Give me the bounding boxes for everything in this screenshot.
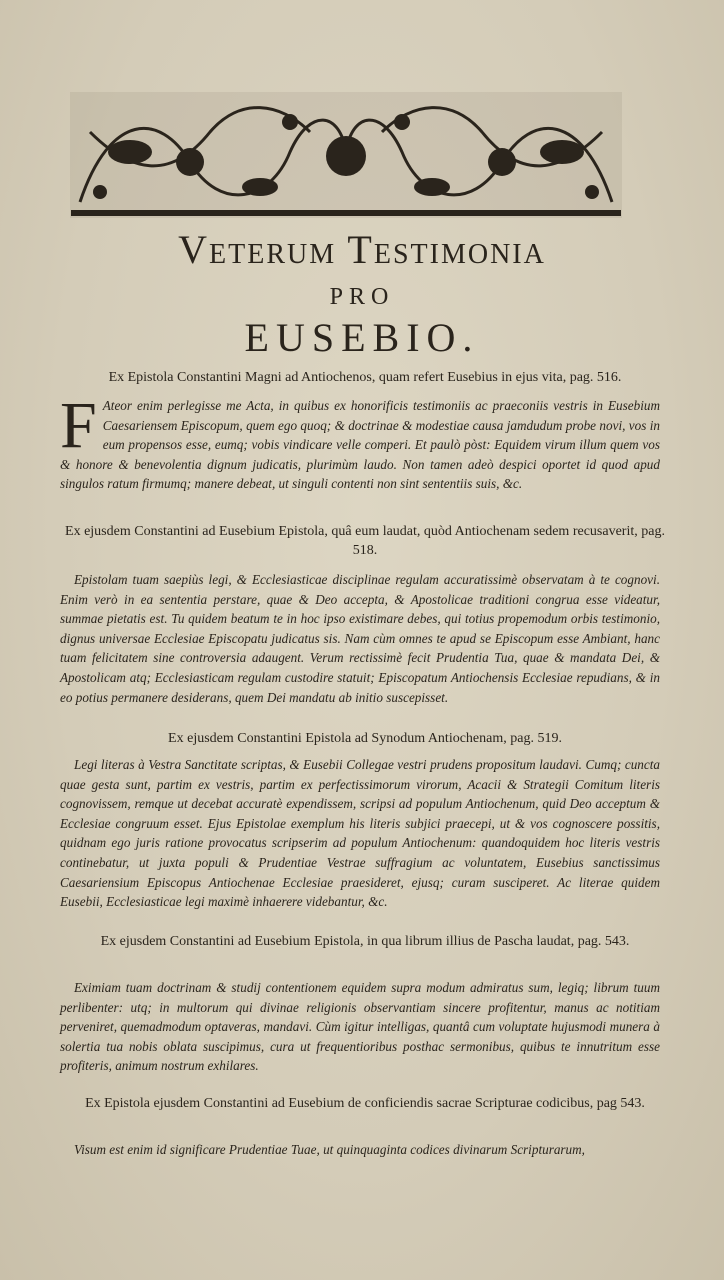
page-title: Veterum Testimonia bbox=[178, 227, 546, 272]
title-pro: PRO bbox=[329, 284, 395, 310]
section-4-text: Eximiam tuam doctrinam & studij contentionem equidem supra modum admiratus sum, legiq; librum tuum perlibenter: utq; in multorum qui divinae religionis observantiam sincere profitentur, manus ac notitiam perveniret, quemadmodum optaveras, mandavi. Cùm igitur intelligas, quantâ cum voluptate hujusmodi munera à solertia tua nobis oblata suscipimus, cura ut frequentioribus posthac sermonibus, quibus te innutritum esse profiteris, animum nostrum exhilares. bbox=[60, 980, 660, 1074]
section-1-body: Ateor enim perlegisse me Acta, in quibus ex honorificis testimoniis ac praeconiis vestris in Eusebium Caesariensem Episcopum, quem ego quoq; & doctrinae & modestiae causa jamdudum probe novi, vos in eum propensos esse, eumq; vobis vindicare velle comperi. Et paulò pòst: Equidem virum illum quem vos & honore & benevolentia dignum judicatis, plurimùm laudo. Non tamen adeò despici oportet id quod apud singulos ratum firmumq; manere debeat, ut singuli contenti non sint sententiis suis, &c. bbox=[60, 398, 660, 492]
section-1-heading: Ex Epistola Constantini Magni ad Antiochenos, quam refert Eusebius in ejus vita, pag. 516. bbox=[108, 370, 622, 385]
section-3-heading: Ex ejusdem Constantini Epistola ad Synodum Antiochenam, pag. 519. bbox=[168, 731, 562, 746]
section-3-text: Legi literas à Vestra Sanctitate scriptas, & Eusebii Collegae vestri prudens propositum laudavi. Cumq; cuncta quae gesta sunt, partim ex vestris, partim ex perfectissimorum virorum, Acacii & Strategii Comitum literis cognovissem, remque ut decebat accuratè expendissem, scripsi ad populum Antiochenum, quid Deo acceptum & Ecclesiae congruum esset. Ejus Epistolae exemplum his literis subjici praecepi, ut & vos cognoscere possitis, quidnam ego juris ratione provocatus scripserim ad populum Antiochenum: quandoquidem hoc literis vestris continebatur, ut juxta populi & Prudentiae Vestrae suffragium ac voluntatem, Eusebius sanctissimus Caesariensium Episcopus Antiochenae Ecclesiae praesideret, ejusq; curam susciperet. Ac literae quidem Eusebii, Ecclesiasticae legi maximè inhaerere videbantur, &c. bbox=[60, 757, 660, 910]
drop-cap-letter: F bbox=[60, 389, 97, 462]
floral-headpiece-ornament bbox=[70, 92, 622, 218]
section-2-heading: Ex ejusdem Constantini ad Eusebium Epistola, quâ eum laudat, quòd Antiochenam sedem recusaverit, pag. 518. bbox=[65, 524, 665, 558]
section-5-heading: Ex Epistola ejusdem Constantini ad Eusebium de conficiendis sacrae Scripturae codicibus, pag 543. bbox=[85, 1096, 645, 1111]
section-2-text: Epistolam tuam saepiùs legi, & Ecclesiasticae disciplinae regulam accuratissimè observatam à te cognovi. Enim verò in ea sententia perstare, quae & Deo accepta, & Apostolicae traditioni congrua esse videatur, summae pietatis est. Tu quidem beatum te in hoc ipso existimare debes, qui totius propemodum orbis testimonio, dignus universae Ecclesiae Episcopatu judicatus sis. Nam cùm omnes te apud se Episcopum esse Ambiant, hanc tuam felicitatem sine controversia adaugent. Verum rectissimè fecit Prudentia Tua, quae & mandata Dei, & Apostolicam atq; Ecclesiasticam regulam custodire statuit; Episcopatum Antiochensis Ecclesiae repudians, & in eo potius permanere desiderans, quem Dei mandatu ab initio suscepisset. bbox=[60, 572, 660, 705]
section-5-text: Visum est enim id significare Prudentiae Tuae, ut quinquaginta codices divinarum Scripturarum, bbox=[74, 1142, 585, 1157]
section-4-heading: Ex ejusdem Constantini ad Eusebium Epistola, in qua librum illius de Pascha laudat, pag. 543. bbox=[100, 934, 630, 949]
title-name: EUSEBIO. bbox=[244, 315, 480, 360]
section-1-text bbox=[60, 389, 660, 494]
